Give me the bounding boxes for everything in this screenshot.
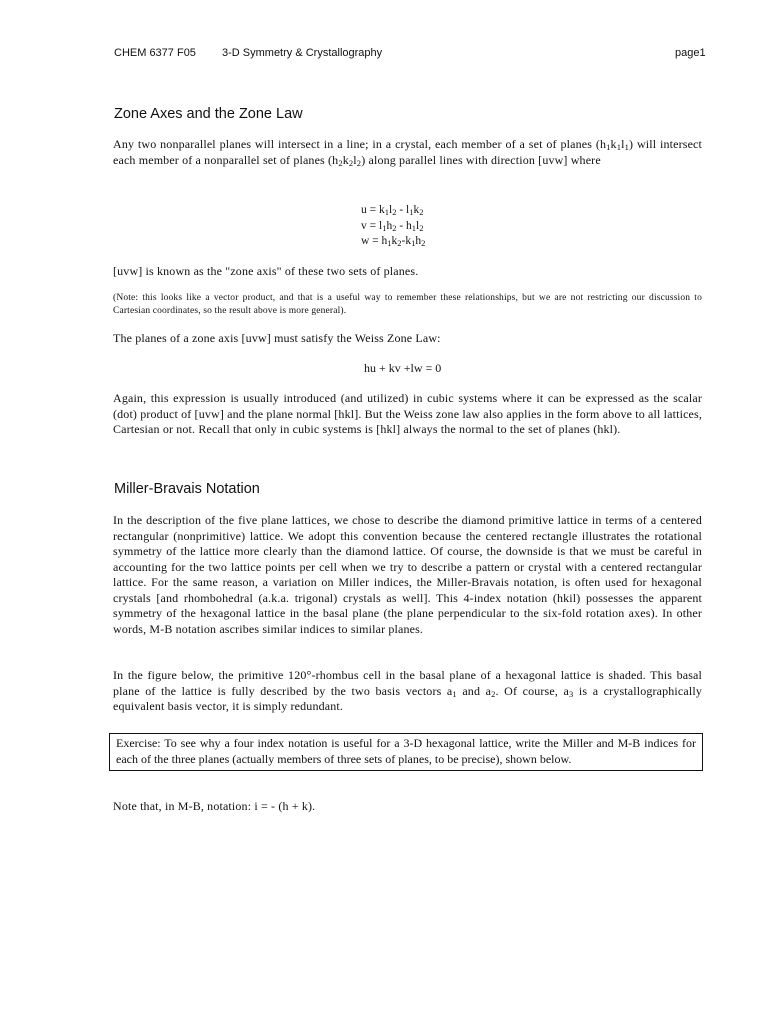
section-heading-miller-bravais: Miller-Bravais Notation: [114, 481, 260, 497]
weiss-zone-law-equation: hu + kv +lw = 0: [364, 361, 442, 375]
weiss-law-explanation: Again, this expression is usually introduced (and utilized) in cubic systems where it can be expressed as the scalar (dot) product of [uvw] and the plane normal [hkl]. But the Weiss zone law also applies in the form above to all lattices, Cartesian or not. Recall that only in cubic systems is [hkl] always the normal to the set of planes (hkl).: [113, 391, 702, 436]
vector-product-note: (Note: this looks like a vector product, and that is a useful way to remember these relationships, but we are not restricting our discussion to Cartesian coordinates, so the result above is more general).: [113, 293, 702, 316]
weiss-law-intro: The planes of a zone axis [uvw] must satisfy the Weiss Zone Law:: [113, 331, 441, 345]
course-code: CHEM 6377 F05: [114, 47, 196, 59]
miller-bravais-index-note: Note that, in M-B, notation: i = - (h + k).: [113, 799, 316, 813]
zone-axis-equations: [361, 203, 425, 250]
zone-axis-definition: [uvw] is known as the "zone axis" of these two sets of planes.: [113, 264, 419, 278]
equation-w: $w = h_1k_2-k_1h_2$: [361, 235, 426, 248]
exercise-box: Exercise: To see why a four index notation is useful for a 3-D hexagonal lattice, write the Miller and M-B indices for each of the three planes (actually members of three sets of planes, to be precise), shown below.: [109, 733, 703, 771]
miller-bravais-paragraph: In the description of the five plane lattices, we chose to describe the diamond primitive lattice in terms of a centered rectangular (nonprimitive) lattice. We adopt this convention because the centered rectangle illustrates the rotational symmetry of the lattice more clearly than the diamond lattice. Of course, the downside is that we must be careful in accounting for the two lattice points per cell when we try to describe a pattern or crystal with a centered rectangular lattice. For the same reason, a variation on Miller indices, the Miller-Bravais notation, is often used for hexagonal crystals [and rhombohedral (a.k.a. trigonal) crystals as well]. This 4-index notation (hkil) possesses the apparent symmetry of the hexagonal lattice in the basal plane (the plane perpendicular to the six-fold rotation axes). In other words, M-B notation ascribes similar indices to similar planes.: [113, 513, 702, 636]
page-number: page1: [675, 47, 706, 59]
zone-axes-intro-paragraph: Any two nonparallel planes will intersect in a line; in a crystal, each member of a set of planes $(h_1k_1l_1)$ will intersect each member of a nonparallel set of planes $(h_2k_2l_2)$ along parallel lines with direction [uvw] where: [113, 137, 703, 168]
hexagonal-lattice-paragraph: In the figure below, the primitive 120°-rhombus cell in the basal plane of a hexagonal lattice is shaded. This basal plane of the lattice is fully described by the two basis vectors $a_1$ and $a_2$. Of course, $a_3$ is a crystallographically equivalent basis vector, it is simply redundant.: [113, 668, 702, 713]
equation-v: $v = l_1h_2 - h_1l_2$: [361, 219, 424, 233]
section-heading-zone-axes: Zone Axes and the Zone Law: [114, 106, 303, 122]
equation-u: $u = k_1l_2 - l_1k_2$: [361, 204, 424, 217]
document-topic: 3-D Symmetry & Crystallography: [222, 47, 383, 59]
